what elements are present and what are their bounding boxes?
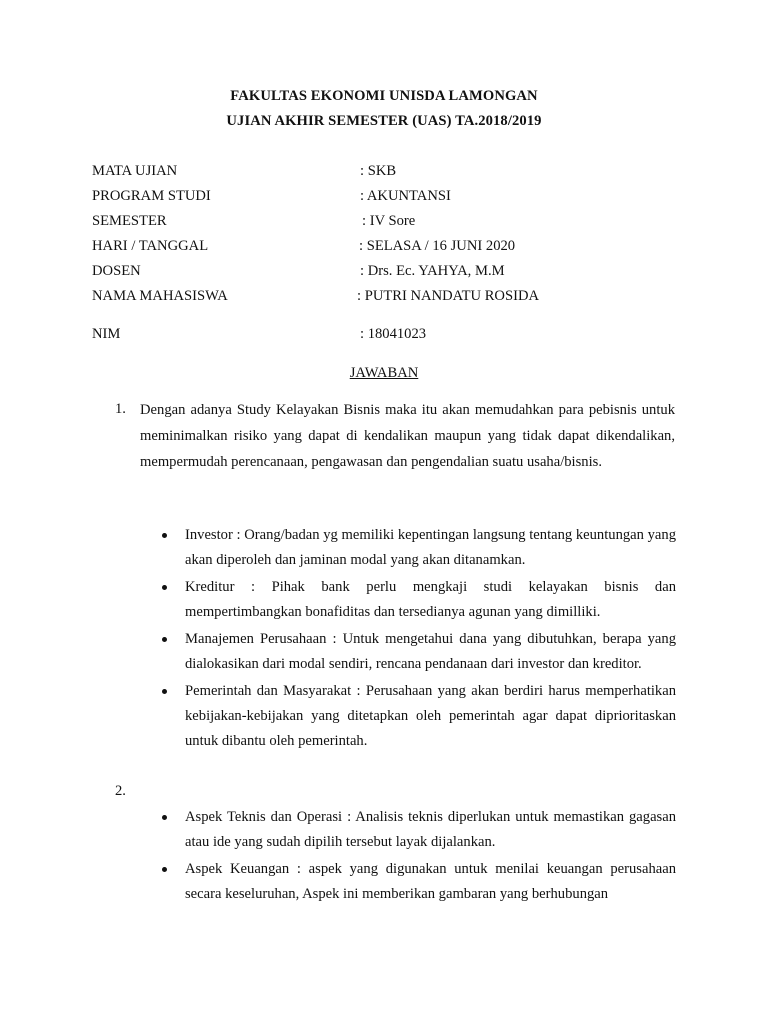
field-value: : PUTRI NANDATU ROSIDA [357, 288, 540, 304]
field-value: : SELASA / 16 JUNI 2020 [359, 238, 516, 254]
list-item [162, 857, 676, 907]
field-row-semester [92, 213, 692, 233]
field-value: : IV Sore [362, 213, 416, 229]
list-item-text: Kreditur : Pihak bank perlu mengkaji studi kelayakan bisnis dan mempertimbangkan bonafiditas dan tersedianya agunan yang dimilliki. [185, 579, 676, 620]
bullet-icon [162, 533, 167, 538]
field-label: SEMESTER [92, 213, 167, 229]
field-label: NAMA MAHASISWA [92, 288, 228, 304]
answer-1-text: Dengan adanya Study Kelayakan Bisnis maka itu akan memudahkan para pebisnis untuk meminimalkan risiko yang dapat di kendalikan maupun yang tidak dapat dikendalikan, mempermudah perencanaan, pengawasan dan pengendalian suatu usaha/bisnis. [140, 402, 675, 470]
list-item-text: Pemerintah dan Masyarakat : Perusahaan yang akan berdiri harus memperhatikan kebijakan-kebijakan yang ditetapkan oleh pemerintah agar dapat diprioritaskan untuk dibantu oleh pemerintah. [185, 683, 676, 749]
field-label: DOSEN [92, 263, 141, 279]
list-item-text: Aspek Teknis dan Operasi : Analisis teknis diperlukan untuk memastikan gagasan atau ide yang sudah dipilih tersebut layak dijalankan. [185, 809, 676, 850]
list-item [162, 805, 676, 855]
field-label: PROGRAM STUDI [92, 188, 211, 204]
field-row-hari-tanggal [92, 238, 692, 258]
field-value: : Drs. Ec. YAHYA, M.M [360, 263, 505, 279]
list-item-text: Investor : Orang/badan yg memiliki kepentingan langsung tentang keuntungan yang akan diperoleh dan jaminan modal yang akan ditanamkan. [185, 527, 676, 568]
faculty-title: FAKULTAS EKONOMI UNISDA LAMONGAN [230, 88, 538, 104]
exam-title: UJIAN AKHIR SEMESTER (UAS) TA.2018/2019 [226, 113, 542, 129]
field-row-nama-mahasiswa [92, 288, 692, 308]
list-item-text: Manajemen Perusahaan : Untuk mengetahui dana yang dibutuhkan, berapa yang dialokasikan dari modal sendiri, rencana pendanaan dari investor dan kreditor. [185, 631, 676, 672]
list-item-text: Aspek Keuangan : aspek yang digunakan untuk menilai keuangan perusahaan secara keseluruhan, Aspek ini memberikan gambaran yang berhubungan [185, 861, 676, 902]
field-label: HARI / TANGGAL [92, 238, 209, 254]
field-value: : SKB [360, 163, 397, 179]
field-value: : AKUNTANSI [360, 188, 451, 204]
field-label: NIM [92, 326, 121, 342]
field-row-program-studi [92, 188, 692, 208]
field-row-nim [92, 326, 692, 346]
bullet-icon [162, 689, 167, 694]
answer-2-bullet-list [162, 805, 676, 909]
field-value: : 18041023 [360, 326, 427, 342]
bullet-icon [162, 867, 167, 872]
answer-heading: JAWABAN [349, 365, 419, 381]
answer-number-2: 2. [115, 783, 126, 799]
list-item [162, 575, 676, 625]
field-label: MATA UJIAN [92, 163, 178, 179]
answer-number-1: 1. [115, 401, 126, 417]
answer-1-bullet-list [162, 523, 676, 756]
list-item [162, 627, 676, 677]
field-row-dosen [92, 263, 692, 283]
bullet-icon [162, 637, 167, 642]
list-item [162, 679, 676, 754]
bullet-icon [162, 815, 167, 820]
bullet-icon [162, 585, 167, 590]
list-item [162, 523, 676, 573]
field-row-mata-ujian [92, 163, 692, 183]
